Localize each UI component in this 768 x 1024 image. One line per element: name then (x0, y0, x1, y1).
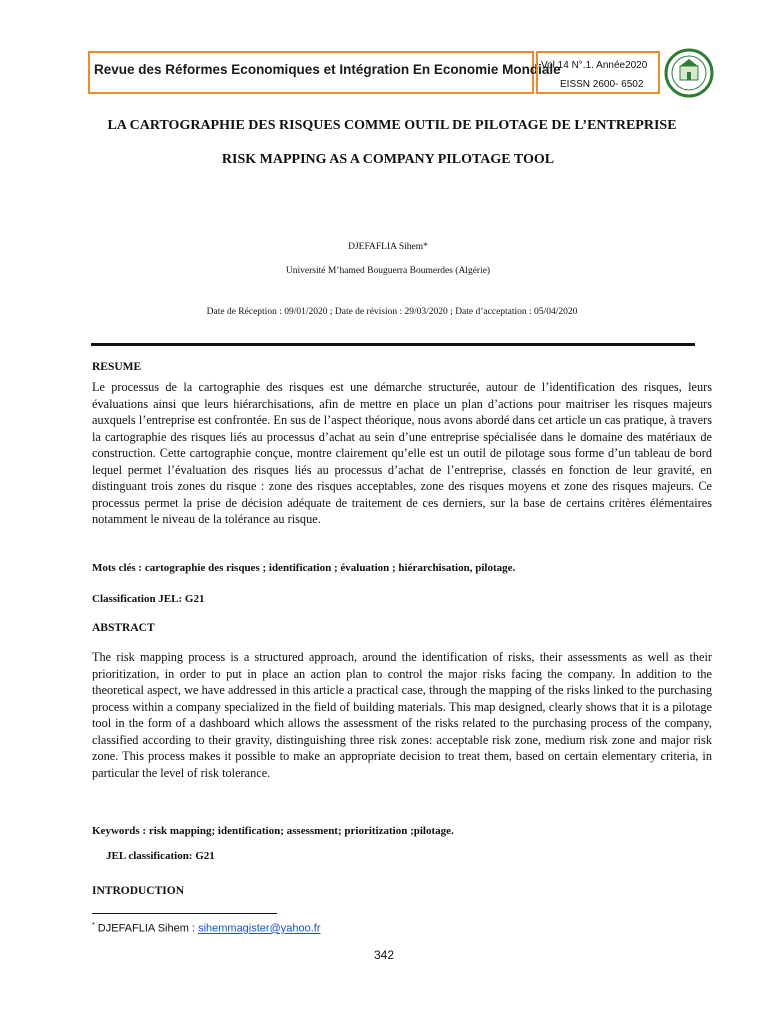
jel-classification-fr: Classification JEL: G21 (92, 593, 205, 605)
jel-classification-en: JEL classification: G21 (106, 850, 215, 862)
footnote-author: DJEFAFLIA Sihem : (94, 922, 199, 935)
introduction-heading: INTRODUCTION (92, 885, 185, 897)
footnote (92, 922, 321, 935)
page-number: 342 (373, 948, 395, 962)
keywords-en: Keywords : risk mapping; identification; assessment; prioritization ;pilotage. (92, 825, 454, 837)
submission-dates: Date de Réception : 09/01/2020 ; Date de révision : 29/03/2020 ; Date d’acceptation : 05/04/2020 (206, 307, 578, 317)
affiliation: Université M’hamed Bouguerra Boumerdes (Algérie) (285, 266, 491, 276)
resume-text: Le processus de la cartographie des risques est une démarche structurée, autour de l’identification des risques, leurs évaluations ainsi que leurs hiérarchisations, afin de mettre en place un plan d’actions pour maitriser les risques majeurs auxquels l’entreprise est confrontée. En sus de l’aspect théorique, nous avons abordé dans cet article un cas pratique, à travers la cartographie des risques liés au processus d’achat au sein d’une entreprise spécialisée dans le domaine des matériaux de construction. Cette cartographie conçue, montre clairement qu’elle est un outil de pilotage sous forme d’un tableau de bord lequel permet l’évaluation des risques liés au processus d’achat de l’entreprise, classés en fonction de leur gravité, en distinguant trois zones du risque : zone des risques acceptables, zone des risques moyens et zone des risques majeurs. Ce processus permet la prise de décision adéquate de traitement de ces derniers, sur la base de certains critères élémentaires notamment le niveau de la tolérance au risque. (92, 380, 712, 526)
title-french: LA CARTOGRAPHIE DES RISQUES COMME OUTIL DE PILOTAGE DE L’ENTREPRISE (107, 118, 677, 133)
mots-cles: Mots clés : cartographie des risques ; identification ; évaluation ; hiérarchisation, pilotage. (92, 562, 516, 574)
volume-info: Vol 14 N°.1. Année2020 (541, 60, 648, 71)
footnote-divider (92, 913, 277, 914)
journal-name: Revue des Réformes Economiques et Intégration En Economie Mondiale (94, 62, 561, 77)
footnote-mark: * (92, 922, 95, 929)
resume-heading: RESUME (92, 361, 142, 373)
abstract-text: The risk mapping process is a structured approach, around the identification of risks, their assessments as well as their prioritization, in order to put in place an action plan to control the major risks facing the company. In addition to the theoretical aspect, we have addressed in this article a practical case, through the mapping of the risks linked to the purchasing process within a company specialized in the field of building materials. This map designed, clearly shows that it is a pilotage tool in the form of a dashboard which allows the assessment of the risks related to the purchasing process of the company, classified according to their gravity, distinguishing three risk zones: acceptable risk zone, medium risk zone and major risk zone. This process makes it possible to make an appropriate decision to treat them, based on certain elementary criteria, in particular the level of risk tolerance. (92, 650, 712, 780)
eissn-info: EISSN 2600- 6502 (560, 79, 644, 90)
abstract-heading: ABSTRACT (92, 622, 155, 634)
author-email-link[interactable]: sihemmagister@yahoo.fr (198, 922, 321, 935)
header-divider (91, 343, 695, 346)
title-english: RISK MAPPING AS A COMPANY PILOTAGE TOOL (221, 152, 555, 167)
author-name: DJEFAFLIA Sihem* (348, 242, 428, 252)
university-seal-logo (664, 48, 714, 98)
